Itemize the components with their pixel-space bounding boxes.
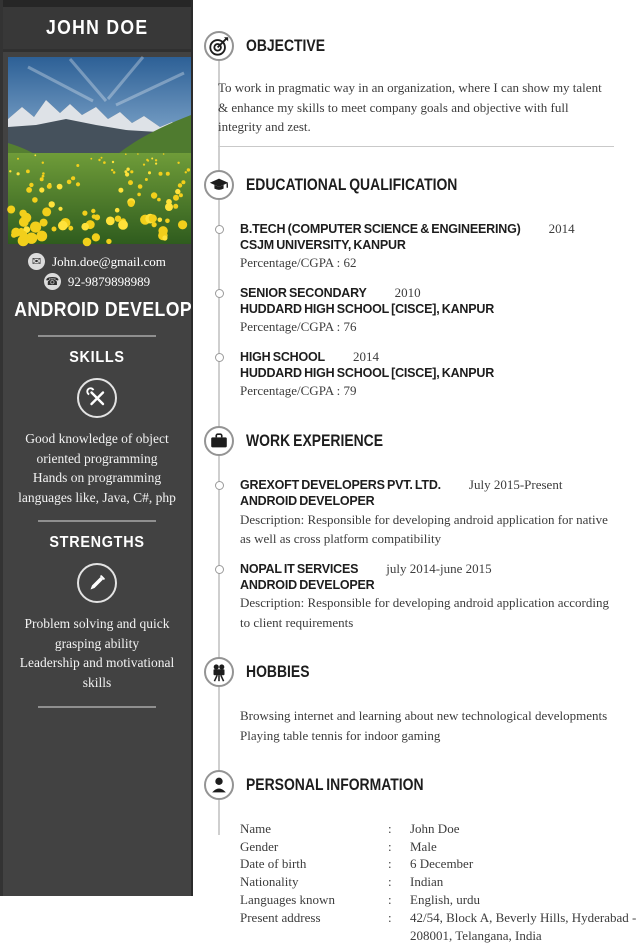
skills-icon-circle [77, 378, 117, 418]
pen-icon [85, 571, 109, 595]
field-label: Languages known [240, 892, 335, 908]
objective-text: To work in pragmatic way in an organization, where I can show my talent & enhance my skills to meet company goals and objective with full integrity and zest. [218, 80, 602, 135]
field-label: Gender [240, 838, 279, 854]
contact-block [3, 253, 191, 290]
skills-text [16, 429, 178, 507]
movie-camera-icon [204, 657, 234, 687]
separator: : [388, 892, 392, 908]
phone-text: 92-9879898989 [67, 273, 151, 289]
description: Description: Responsible for developing android application for native as well as cross platform compatibility [240, 511, 608, 547]
year: 2014 [353, 348, 379, 364]
personal-info-table [240, 820, 637, 945]
sidebar [0, 0, 218, 896]
field-value: 6 December [410, 856, 474, 872]
briefcase-icon [204, 426, 234, 456]
strengths-heading: STRENGTHS [49, 534, 145, 552]
graduation-cap-icon [204, 170, 234, 200]
field-value: John Doe [410, 820, 460, 836]
separator: : [388, 820, 392, 836]
school: HUDDARD HIGH SCHOOL [CISCE], KANPUR [240, 366, 495, 381]
phone-row [3, 273, 191, 290]
description: Description: Responsible for developing android application according to client requirements [240, 595, 609, 630]
section-experience [198, 417, 615, 632]
target-icon [204, 31, 234, 61]
section-personal [198, 761, 637, 945]
education-entry [240, 285, 615, 337]
phone-icon: ☎ [45, 275, 60, 288]
field-value: Male [410, 838, 437, 854]
strengths-icon-circle [77, 563, 117, 603]
tools-icon [85, 386, 109, 410]
section-title: EDUCATIONAL QUALIFICATION [246, 174, 458, 194]
name-header [3, 0, 191, 52]
section-objective [198, 22, 615, 147]
education-entry [240, 349, 615, 401]
year: 2014 [548, 220, 575, 236]
position: ANDROID DEVELOPER [240, 577, 375, 592]
position: ANDROID DEVELOPER [240, 494, 375, 509]
candidate-name: JOHN DOE [45, 16, 149, 39]
main-content [198, 0, 637, 944]
field-label: Nationality [240, 874, 299, 890]
degree: B.TECH (COMPUTER SCIENCE & ENGINEERING) [240, 221, 521, 236]
section-title: WORK EXPERIENCE [246, 431, 384, 451]
divider [218, 146, 614, 147]
section-hobbies [198, 648, 615, 745]
field-label: Name [240, 820, 272, 836]
field-value: 42/54, Block A, Beverly Hills, Hyderabad - 208001, Telangana, India [410, 910, 637, 944]
section-education [198, 161, 615, 401]
separator: : [388, 838, 392, 854]
skills-line: Hands on programming languages like, Java, C#, php [18, 470, 176, 505]
education-entry [240, 221, 615, 273]
separator: : [388, 874, 392, 890]
company: NOPAL IT SERVICES [240, 561, 359, 576]
field-value: English, urdu [410, 892, 481, 908]
person-icon [204, 770, 234, 800]
divider [38, 335, 156, 337]
hobbies-text [240, 706, 614, 745]
email-icon: ✉ [28, 253, 45, 270]
divider [38, 706, 156, 708]
score: Percentage/CGPA : 79 [240, 383, 357, 399]
degree: SENIOR SECONDARY [240, 285, 367, 300]
strengths-line: Leadership and motivational skills [19, 655, 175, 690]
hobby-line: Browsing internet and learning about new technological developments [240, 708, 608, 724]
score: Percentage/CGPA : 76 [240, 319, 357, 335]
experience-entry [240, 477, 615, 549]
score: Percentage/CGPA : 62 [240, 255, 357, 271]
period: july 2014-june 2015 [386, 560, 492, 576]
divider [38, 520, 156, 522]
strengths-text [16, 614, 178, 692]
section-title: PERSONAL INFORMATION [246, 775, 424, 795]
email-row [3, 253, 191, 270]
section-title: HOBBIES [246, 662, 310, 682]
hobby-line: Playing table tennis for indoor gaming [240, 727, 441, 743]
skills-line: Good knowledge of object oriented programming [25, 431, 169, 466]
field-value: Indian [410, 874, 444, 890]
separator: : [388, 856, 392, 872]
email-text: John.doe@gmail.com [52, 253, 166, 269]
experience-entry [240, 561, 615, 633]
mountain-meadow-illustration [8, 57, 191, 244]
section-title: OBJECTIVE [246, 36, 326, 56]
strengths-line: Problem solving and quick grasping ability [24, 616, 170, 651]
period: July 2015-Present [468, 477, 563, 493]
profile-photo [8, 57, 186, 244]
job-title: ANDROID DEVELOPER [14, 299, 218, 321]
skills-heading: SKILLS [69, 349, 125, 366]
school: HUDDARD HIGH SCHOOL [CISCE], KANPUR [240, 302, 495, 317]
company: GREXOFT DEVELOPERS PVT. LTD. [240, 478, 441, 493]
field-label: Present address [240, 910, 321, 926]
degree: HIGH SCHOOL [240, 349, 325, 364]
separator: : [388, 910, 392, 926]
school: CSJM UNIVERSITY, KANPUR [240, 238, 406, 253]
field-label: Date of birth [240, 856, 307, 872]
year: 2010 [394, 284, 421, 300]
